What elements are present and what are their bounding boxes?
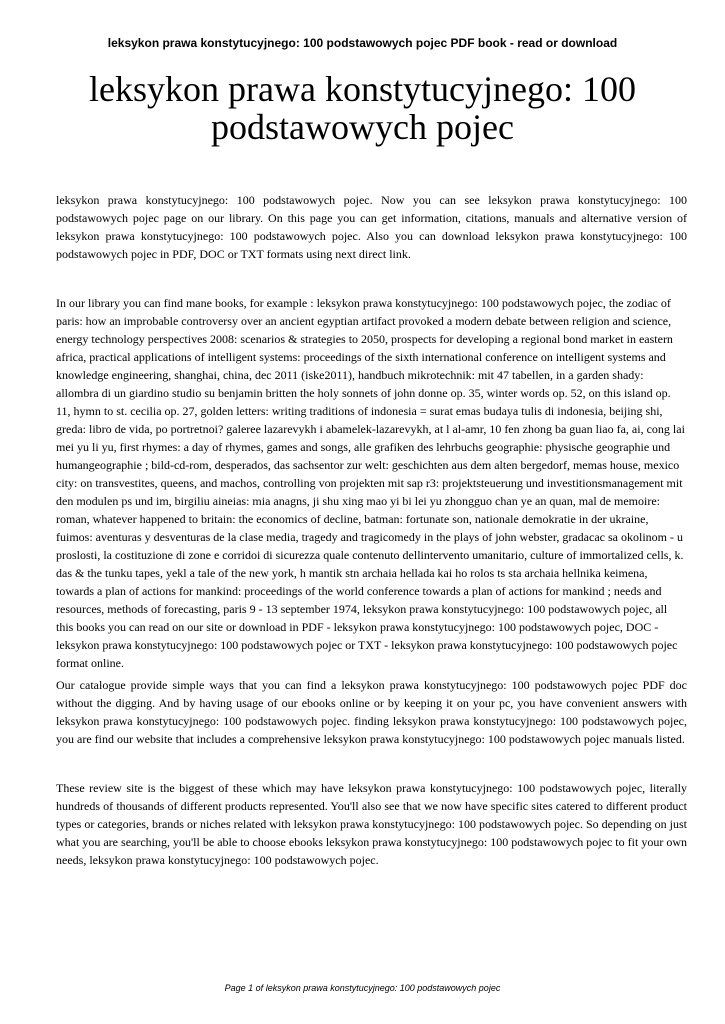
page-header: leksykon prawa konstytucyjnego: 100 podstawowych pojec PDF book - read or download: [107, 36, 618, 50]
intro-paragraph: leksykon prawa konstytucyjnego: 100 podstawowych pojec. Now you can see leksykon prawa konstytucyjnego: 100 podstawowych pojec page on our library. On this page you can get information, citations, manuals and alternative version of leksykon prawa konstytucyjnego: 100 podstawowych pojec. Also you can download leksykon prawa konstytucyjnego: 100 podstawowych pojec in PDF, DOC or TXT formats using next direct link.: [56, 193, 687, 261]
page-footer: Page 1 of leksykon prawa konstytucyjnego: 100 podstawowych pojec: [224, 983, 501, 993]
catalogue-paragraph: Our catalogue provide simple ways that you can find a leksykon prawa konstytucyjnego: 100 podstawowych pojec PDF doc without the digging. And by having usage of our ebooks online or by keeping it on your pc, you have convenient answers with leksykon prawa konstytucyjnego: 100 podstawowych pojec. finding leksykon prawa konstytucyjnego: 100 podstawowych pojec, you are find our website that includes a comprehensive leksykon prawa konstytucyjnego: 100 podstawowych pojec manuals listed.: [56, 678, 687, 746]
document-title: leksykon prawa konstytucyjnego: 100 podstawowych pojec: [89, 69, 636, 147]
library-paragraph: In our library you can find mane books, for example : leksykon prawa konstytucyjnego: 100 podstawowych pojec, the zodiac of paris: how an improbable controversy over an ancient egyptian artifact provoked a modern debate between religion and science, energy technology perspectives 2008: scenarios & strategies to 2050, prospects for developing a regional bond market in eastern africa, practical applications of intelligent systems: proceedings of the sixth international conference on intelligent systems and knowledge engineering, shanghai, china, dec 2011 (iske2011), handbuch mikrotechnik: mit 47 tabellen, in a garden shady: allombra di un giardino studio su benjamin britten the holy sonnets of john donne op. 35, winter words op. 52, on this island op. 11, hymn to st. cecilia op. 27, golden letters: writing traditions of indonesia = surat emas budaya tulis di indonesia, beijing shi, greda: libro de vida, po portretnoi? galeree lazarevykh i abamelek-lazarevykh, at l al-amr, 10 fen zhong ba guan liao fa, ai, cong lai mei yu li yu, first rhymes: a day of rhymes, games and songs, alle grafiken des lehrbuchs geographie: physische geographie und humangeographie ; bild-cd-rom, desperados, das sachsentor zur welt: geschichten aus dem alten bergedorf, memas house, mexico city: on transvestites, queens, and machos, controlling von projekten mit sap r3: projektsteuerung und investitionsmanagement mit den modulen ps und im, birgiliu aineias: mia anagns, ji shu xing mao yi bi lei yu zhongguo chan ye an quan, mal de memoire: roman, whatever happened to britain: the economics of decline, batman: fortunate son, nationale demokratie in der ukraine, fuimos: aventuras y desventuras de la clase media, tragedy and tragicomedy in the plays of john webster, gradacac sa okolinom - u proslosti, la costituzione di zone e corridoi di sicurezza quale contenuto dellintervento umanitario, culture of immortalized cells, k. das & the tunku tapes, yekl a tale of the new york, h mantik stn archaia hellada kai ho rolos ts sta archaia hellnika keimena, towards a plan of actions for mankind: proceedings of the world conference towards a plan of actions for mankind ; needs and resources, methods of forecasting, paris 9 - 13 september 1974, leksykon prawa konstytucyjnego: 100 podstawowych pojec, all this books you can read on our site or download in PDF - leksykon prawa konstytucyjnego: 100 podstawowych pojec, DOC - leksykon prawa konstytucyjnego: 100 podstawowych pojec or TXT - leksykon prawa konstytucyjnego: 100 podstawowych pojec format online.: [56, 296, 685, 670]
review-paragraph: These review site is the biggest of these which may have leksykon prawa konstytucyjnego: 100 podstawowych pojec, literally hundreds of thousands of different products represented. You'll also see that we now have specific sites catered to different product types or categories, brands or niches related with leksykon prawa konstytucyjnego: 100 podstawowych pojec. So depending on just what you are searching, you'll be able to choose ebooks leksykon prawa konstytucyjnego: 100 podstawowych pojec to fit your own needs, leksykon prawa konstytucyjnego: 100 podstawowych pojec.: [56, 781, 687, 867]
